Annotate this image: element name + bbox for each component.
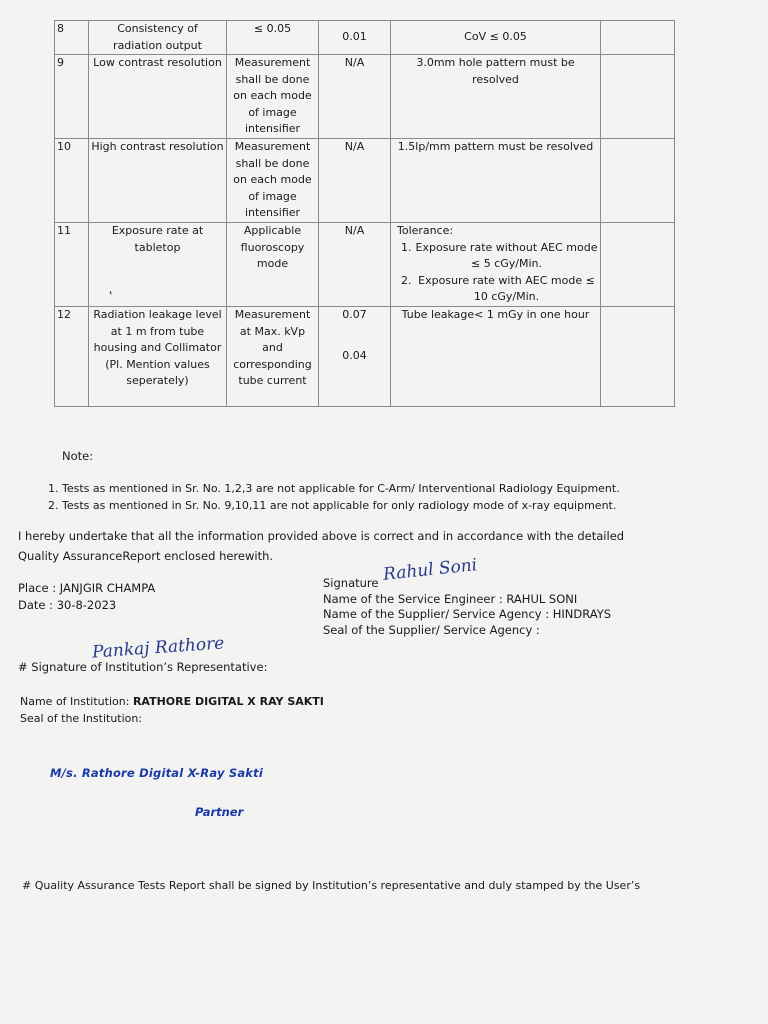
test-condition-cell: Measurement at Max. kVp and corresponding tube current (227, 307, 319, 407)
sr-no-cell: 10 (55, 139, 89, 223)
signature-label: Signature (323, 576, 379, 590)
qa-results-table (54, 20, 675, 407)
tolerance-cell: 3.0mm hole pattern must be resolved (391, 55, 601, 139)
measured-value: 0.07 (342, 308, 367, 321)
table-row (55, 307, 675, 407)
measured-value: N/A (344, 140, 365, 153)
table-row (55, 55, 675, 139)
empty-cell (601, 21, 675, 55)
sr-no-cell: 8 (55, 21, 89, 55)
supplier-line: Name of the Supplier/ Service Agency : HINDRAYS (323, 607, 612, 621)
institution-signature: Pankaj Rathore (91, 633, 225, 663)
test-condition-cell: Applicable fluoroscopy mode (227, 223, 319, 307)
measured-value-cell (319, 55, 391, 139)
institution-name-value: RATHORE DIGITAL X RAY SAKTI (132, 695, 324, 708)
measured-value: 0.04 (342, 348, 367, 362)
table-row (55, 21, 675, 55)
institution-stamp-role: Partner (195, 805, 244, 819)
tolerance-cell: CoV ≤ 0.05 (391, 21, 601, 55)
test-name-cell: Low contrast resolution (89, 55, 227, 139)
note-item: 2. Tests as mentioned in Sr. No. 9,10,11 are not applicable for only radiology mode of x-ray equipment. (62, 497, 620, 514)
stray-pen-mark: ` (102, 289, 116, 305)
measured-value-cell (319, 21, 391, 55)
institution-rep-line: # Signature of Institution’s Representative: (18, 660, 268, 674)
test-name-cell: Consistency of radiation output (89, 21, 227, 55)
sr-no-cell: 9 (55, 55, 89, 139)
institution-name-label: Name of Institution: (20, 695, 130, 708)
measured-value: N/A (344, 224, 365, 237)
institution-block (20, 693, 324, 727)
place-label: Place : (18, 581, 57, 595)
tolerance-cell: 1.5lp/mm pattern must be resolved (391, 139, 601, 223)
undertaking-statement: I hereby undertake that all the information provided above is correct and in accordance with the detailed Quality AssuranceReport enclosed herewith. (18, 529, 625, 563)
sr-no-cell: 11 (55, 223, 89, 307)
empty-cell (601, 307, 675, 407)
measured-value-cell (319, 139, 391, 223)
note-title: Note: (62, 449, 94, 463)
test-condition-cell: Measurement shall be done on each mode of image intensifier (227, 139, 319, 223)
engineer-block (323, 576, 611, 638)
test-condition-cell: Measurement shall be done on each mode of image intensifier (227, 55, 319, 139)
test-name-cell: Radiation leakage level at 1 m from tube housing and Collimator (Pl. Mention values seperately) (89, 307, 227, 407)
empty-cell (601, 55, 675, 139)
empty-cell (601, 139, 675, 223)
place-value: JANJGIR CHAMPA (59, 581, 156, 595)
note-list (36, 480, 620, 514)
footer-note: # Quality Assurance Tests Report shall be signed by Institution’s representative and duly stamped by the User’s (22, 879, 641, 892)
engineer-signature: Rahul Soni (382, 555, 479, 585)
table-row (55, 139, 675, 223)
institution-stamp-name: M/s. Rathore Digital X-Ray Sakti (50, 766, 263, 780)
test-condition-cell: ≤ 0.05 (227, 21, 319, 55)
measured-value-cell (319, 223, 391, 307)
supplier-seal-line: Seal of the Supplier/ Service Agency : (323, 622, 540, 637)
tolerance-list (393, 240, 598, 306)
measured-value: 0.01 (342, 30, 367, 44)
tolerance-item: 1. Exposure rate without AEC mode ≤ 5 cGy/Min. (415, 240, 598, 273)
tolerance-cell (391, 223, 601, 307)
test-name-cell: High contrast resolution (89, 139, 227, 223)
date-label: Date : (18, 598, 54, 612)
test-name-cell: Exposure rate at tabletop (89, 223, 227, 307)
sr-no-cell: 12 (55, 307, 89, 407)
service-engineer-line: Name of the Service Engineer : RAHUL SONI (323, 591, 578, 606)
measured-value-cell (319, 307, 391, 407)
measured-value: N/A (344, 56, 365, 69)
place-date-block (18, 580, 155, 614)
tolerance-item: 2. Exposure rate with AEC mode ≤ 10 cGy/Min. (415, 273, 598, 306)
table-row (55, 223, 675, 307)
note-item: 1. Tests as mentioned in Sr. No. 1,2,3 are not applicable for C-Arm/ Interventional Radiology Equipment. (62, 480, 620, 497)
date-value: 30-8-2023 (56, 598, 117, 612)
empty-cell (601, 223, 675, 307)
institution-seal-line: Seal of the Institution: (20, 712, 143, 725)
tolerance-cell: Tube leakage< 1 mGy in one hour (391, 307, 601, 407)
tolerance-heading: Tolerance: (397, 224, 454, 237)
